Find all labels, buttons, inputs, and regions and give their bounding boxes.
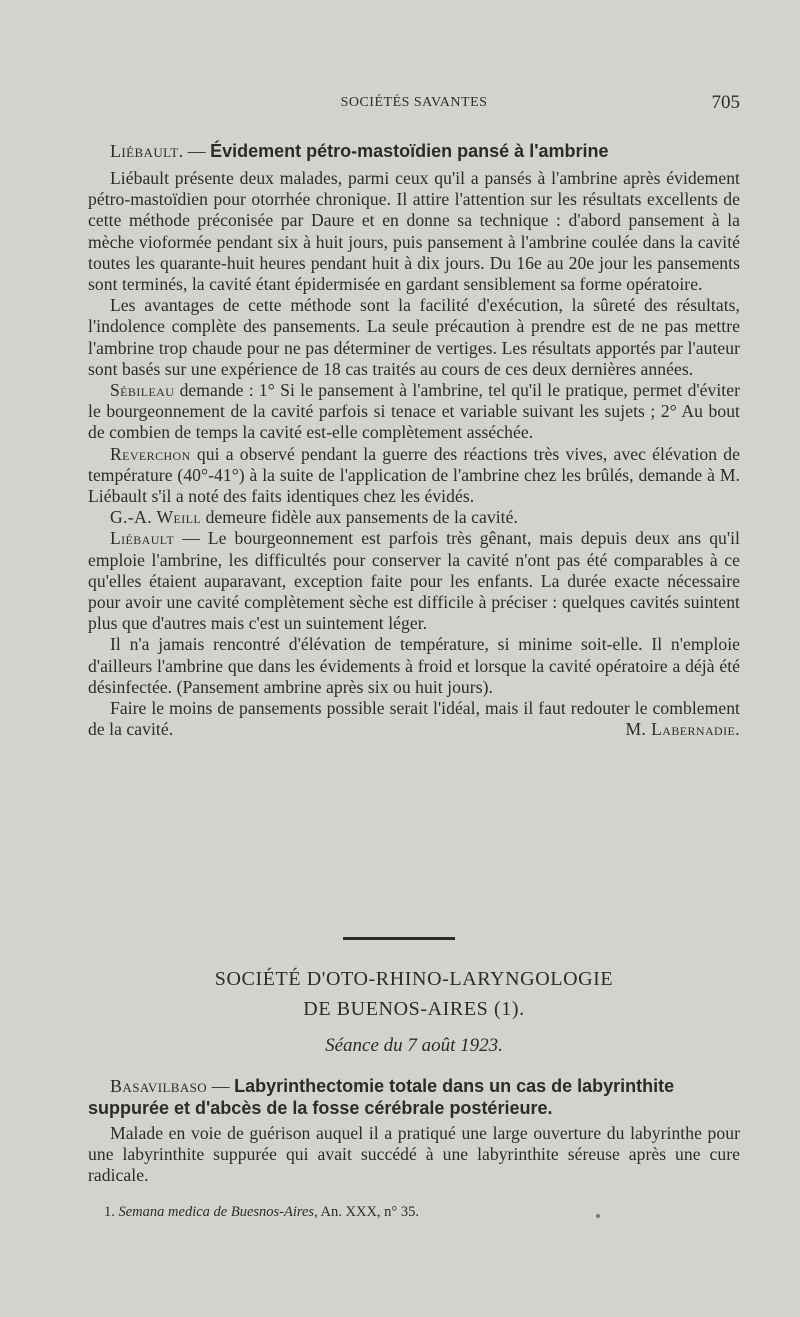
speaker-text: — Le bourgeonnement est parfois très gênant, mais depuis deux ans qu'il emploie l'ambrine, les difficultés pour conserver la cavité n'ont pas été comparables à ce qu'elles étaient auparavant, exception faite pour les enfants. La durée exacte nécessaire pour avoir une cavité complètement sèche est difficile à préciser : quelques cavités suintent plus que d'autres mais c'est un suintement léger.: [88, 528, 740, 634]
article2-title: Labyrinthectomie totale dans un cas de labyrinthite suppurée et d'abcès de la fosse cérébrale postérieure.: [88, 1076, 675, 1118]
speaker-name: Sébileau: [110, 380, 175, 401]
running-title: SOCIÉTÉS SAVANTES: [340, 95, 488, 110]
article2-separator: —: [207, 1076, 235, 1096]
speaker-text: demande : 1° Si le pansement à l'ambrine, tel qu'il le pratique, permet d'éviter le bourgeonnement de la cavité parfois si tenace et variable suivant les sujets ; 2° Au bout de combien de temps la cavité est-elle complètement asséchée.: [88, 380, 740, 443]
speaker-text: demeure fidèle aux pansements de la cavité.: [201, 507, 518, 528]
speaker-name: Liébault: [110, 528, 175, 549]
section-divider: [343, 937, 455, 940]
page-number: 705: [711, 92, 740, 113]
speaker-text: qui a observé pendant la guerre des réactions très vives, avec élévation de température (40°-41°) à la suite de l'application de l'ambrine chez les brûlés, demande à M. Liébault s'il a noté des faits identiques chez les évidés.: [88, 443, 740, 507]
page-header: [88, 92, 740, 116]
discussion-reverchon: [88, 444, 740, 508]
speaker-name: G.-A. Weill: [110, 507, 202, 528]
article2-paragraph: Malade en voie de guérison auquel il a pratiqué une large ouverture du labyrinthe pour une labyrinthite suppurée qui avait succédé à une labyrinthite séreuse après une cure radicale.: [88, 1123, 740, 1186]
society-title-line2: DE BUENOS-AIRES (1).: [303, 998, 525, 1020]
article-liebault: [88, 140, 740, 741]
discussion-liebault: [88, 528, 740, 634]
footnote-number: 1.: [104, 1204, 119, 1220]
article-title: Évidement pétro-mastoïdien pansé à l'ambrine: [210, 141, 609, 161]
paragraph-1: Liébault présente deux malades, parmi ceux qu'il a pansés à l'ambrine après évidement pétro-mastoïdien pour otorrhée chronique. Il attire l'attention sur les résultats excellents de cette méthode préconisée par Daure et en donne sa technique : d'abord pansement à la mèche vioformée pendant six à huit jours, puis pansement à l'ambrine coulée dans la cavité toutes les quarante-huit heures pendant huit à dix jours. Du 16e au 20e jour les pansements sont terminés, la cavité étant épidermisée en gardant sensiblement sa forme opératoire.: [88, 168, 740, 295]
article-author: Liébault: [110, 141, 179, 161]
ink-speck: [596, 1214, 600, 1218]
article2-author: Basavilbaso: [110, 1076, 208, 1096]
signature: M. Labernadie.: [625, 719, 740, 740]
discussion-weill: [88, 507, 740, 528]
society-title-line1: SOCIÉTÉ D'OTO-RHINO-LARYNGOLOGIE: [214, 968, 614, 990]
paragraph-2: Les avantages de cette méthode sont la facilité d'exécution, la sûreté des résultats, l'indolence complète des pansements. La seule précaution à prendre est de ne pas mettre l'ambrine trop chaude pour ne pas déterminer de vertiges. Les résultats apportés par l'auteur sont basés sur une expérience de 18 cas traités au cours de ces deux dernières années.: [88, 295, 740, 379]
paragraph-temperature: Il n'a jamais rencontré d'élévation de température, si minime soit-elle. Il n'emploie d'ailleurs l'ambrine que dans les évidements à froid et lorsque la cavité opératoire a déjà été désinfectée. (Pansement ambrine après six ou huit jours).: [88, 634, 740, 697]
article2-title-line: [88, 1075, 740, 1119]
footnote: [104, 1204, 419, 1221]
discussion-sebileau: [88, 380, 740, 444]
final-text: Faire le moins de pansements possible serait l'idéal, mais il faut redouter le comblement de la cavité.: [88, 698, 740, 740]
footnote-ref: , An. XXX, n° 35.: [314, 1204, 419, 1220]
article-title-line: [88, 140, 740, 162]
speaker-name: Reverchon: [110, 443, 191, 464]
footnote-source: Semana medica de Buesnos-Aires: [118, 1204, 315, 1220]
title-separator: . —: [178, 141, 211, 161]
article-basavilbaso: [88, 1075, 740, 1187]
seance-date: Séance du 7 août 1923.: [325, 1035, 503, 1056]
